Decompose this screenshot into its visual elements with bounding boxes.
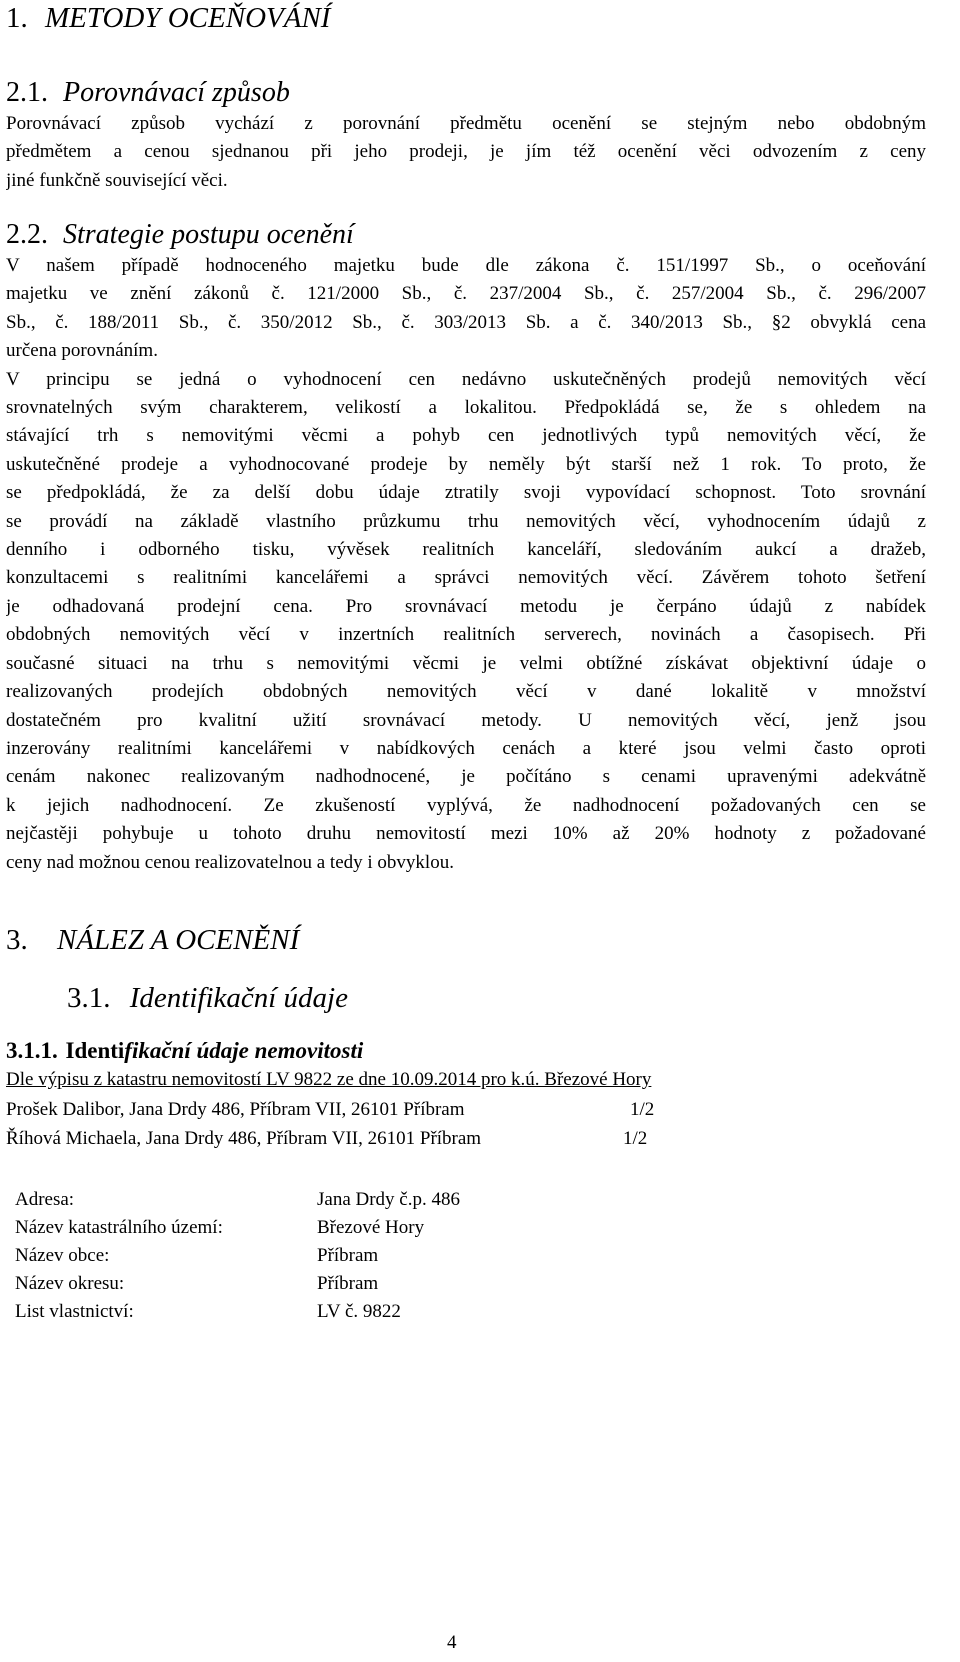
paragraph-line: Sb., č. 188/2011 Sb., č. 350/2012 Sb., č. 303/2013 Sb. a č. 340/2013 Sb., §2 obvyklá cena <box>6 311 926 333</box>
info-row-ownership-sheet <box>15 1301 715 1327</box>
owner-name: Prošek Dalibor, Jana Drdy 486, Příbram VII, 26101 Příbram <box>6 1099 465 1120</box>
paragraph-line: srovnatelných svým charakterem, velikostí a lokalitou. Předpokládá se, že s ohledem na <box>6 397 926 419</box>
paragraph-line: obdobných nemovitých věcí v inzertních realitních serverech, novinách a časopisech. Při <box>6 624 926 646</box>
cadastre-line <box>6 1069 651 1091</box>
paragraph-line: denního i odborného tisku, vývěsek realitních kanceláří, sledováním aukcí a dražeb, <box>6 539 926 561</box>
info-value: LV č. 9822 <box>317 1301 401 1322</box>
section-3-1-heading <box>67 982 348 1015</box>
section-3-1-1-title-normal: Identi <box>65 1038 125 1063</box>
paragraph-line: předmětem a cenou sjednanou při jeho prodeji, je jím též ocenění věci odvozením z ceny <box>6 141 926 163</box>
cadastre-text: Dle výpisu z katastru nemovitostí LV 9822 ze dne 10.09.2014 pro k.ú. Březové Hory <box>6 1069 652 1090</box>
info-label: Název okresu: <box>15 1273 125 1294</box>
paragraph-line: nejčastěji pohybuje u tohoto druhu nemovitostí mezi 10% až 20% hodnoty z požadované <box>6 823 926 845</box>
paragraph-line: majetku ve znění zákonů č. 121/2000 Sb., č. 237/2004 Sb., č. 257/2004 Sb., č. 296/2007 <box>6 283 926 305</box>
paragraph-line: dostatečném pro kvalitní užití srovnávací metody. U nemovitých věcí, jenž jsou <box>6 709 926 731</box>
section-2-2-title: Strategie postupu ocenění <box>63 219 354 250</box>
section-2-2-heading <box>6 219 354 251</box>
section-2-1-heading <box>6 77 290 109</box>
heading-3-number: 3. <box>6 924 28 956</box>
paragraph-line: inzerovány realitními kancelářemi v nabídkových cenách a které jsou velmi často oproti <box>6 737 926 759</box>
heading-1-number: 1. <box>6 2 28 34</box>
section-2-1-number: 2.1. <box>6 77 48 108</box>
paragraph-line: V principu se jedná o vyhodnocení cen nedávno uskutečněných prodejů nemovitých věcí <box>6 368 926 390</box>
info-row-district <box>15 1273 715 1299</box>
paragraph-line: je odhadovaná prodejní cena. Pro srovnávací metodu je čerpáno údajů z nabídek <box>6 595 926 617</box>
info-value: Příbram <box>317 1273 379 1294</box>
info-value: Jana Drdy č.p. 486 <box>317 1189 460 1210</box>
section-2-1-title: Porovnávací způsob <box>63 77 290 108</box>
section-3-1-1-number: 3.1.1. <box>6 1038 58 1063</box>
owner-row <box>6 1128 906 1154</box>
section-3-1-number: 3.1. <box>67 982 111 1014</box>
paragraph-line: se provádí na základě vlastního průzkumu trhu nemovitých věcí, vyhodnocením údajů z <box>6 510 926 532</box>
info-row-cadastral-area <box>15 1217 715 1243</box>
paragraph-line: uskutečněné prodeje a vyhodnocované prodeje by neměly být starší než 1 rok. To proto, že <box>6 453 926 475</box>
info-row-address <box>15 1189 715 1215</box>
heading-3 <box>6 924 299 957</box>
owner-share: 1/2 <box>630 1099 655 1120</box>
paragraph-line: konzultacemi s realitními kancelářemi a správci nemovitých věcí. Závěrem tohoto šetření <box>6 567 926 589</box>
owner-share: 1/2 <box>623 1128 648 1149</box>
info-label: Název katastrálního území: <box>15 1217 223 1238</box>
paragraph-line: se předpokládá, že za delší dobu údaje ztratily svoji vypovídací schopnost. Toto srovnání <box>6 482 926 504</box>
owner-name: Říhová Michaela, Jana Drdy 486, Příbram VII, 26101 Příbram <box>6 1128 482 1149</box>
paragraph-line: V našem případě hodnoceného majetku bude dle zákona č. 151/1997 Sb., o oceňování <box>6 255 926 276</box>
section-3-1-1-title-italic: fikační údaje nemovitosti <box>124 1038 364 1063</box>
info-row-municipality <box>15 1245 715 1271</box>
paragraph-line: realizovaných prodejích obdobných nemovitých věcí v dané lokalitě v množství <box>6 681 926 703</box>
page-number: 4 <box>447 1632 457 1653</box>
heading-3-title: NÁLEZ A OCENĚNÍ <box>57 924 300 956</box>
section-2-2-number: 2.2. <box>6 219 48 250</box>
section-2-2-paragraph <box>6 252 926 877</box>
section-3-1-1-heading <box>6 1038 363 1064</box>
heading-1 <box>6 2 330 35</box>
paragraph-line: ceny nad možnou cenou realizovatelnou a tedy i obvyklou. <box>6 851 454 873</box>
section-3-1-title: Identifikační údaje <box>129 982 348 1014</box>
paragraph-line: jiné funkčně související věci. <box>6 169 228 191</box>
info-value: Příbram <box>317 1245 379 1266</box>
paragraph-line: stávající trh s nemovitými věcmi a pohyb cen jednotlivých typů nemovitých věcí, že <box>6 425 926 447</box>
info-label: List vlastnictví: <box>15 1301 134 1322</box>
info-label: Název obce: <box>15 1245 110 1266</box>
info-value: Březové Hory <box>317 1217 425 1238</box>
heading-1-title: METODY OCEŇOVÁNÍ <box>45 2 331 34</box>
owner-row <box>6 1099 906 1125</box>
paragraph-line: Porovnávací způsob vychází z porovnání předmětu ocenění se stejným nebo obdobným <box>6 113 926 134</box>
paragraph-line: k jejich nadhodnocení. Ze zkušeností vyplývá, že nadhodnocení požadovaných cen se <box>6 794 926 816</box>
info-label: Adresa: <box>15 1189 75 1210</box>
paragraph-line: určena porovnáním. <box>6 340 158 362</box>
paragraph-line: současné situaci na trhu s nemovitými věcmi je velmi obtížné získávat objektivní údaje o <box>6 652 926 674</box>
section-2-1-paragraph <box>6 110 926 195</box>
paragraph-line: cenám nakonec realizovaným nadhodnocené, je počítáno s cenami upravenými adekvátně <box>6 766 926 788</box>
